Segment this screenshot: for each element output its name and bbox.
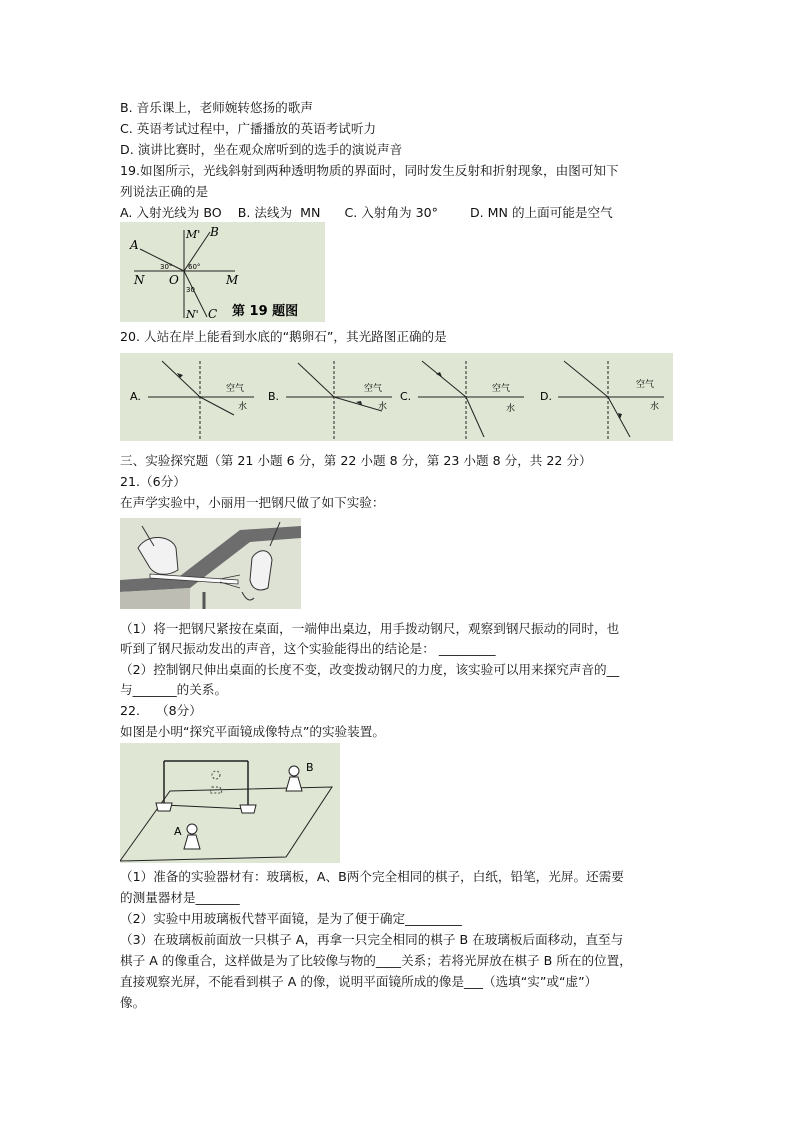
panel-c-water: 水 [506, 404, 516, 414]
q20-figure [120, 353, 673, 441]
label-piece-a: A [174, 825, 182, 838]
q21-intro: 在声学实验中，小丽用一把钢尺做了如下实验： [120, 495, 385, 510]
panel-d-air: 空气 [636, 380, 655, 390]
ruler-experiment-illustration [120, 518, 301, 609]
q20-diagrams [120, 353, 673, 441]
panel-b-ray-water [334, 397, 382, 411]
panel-c-ray-air [422, 361, 466, 397]
panel-d-water: 水 [650, 402, 660, 412]
q20-panel-c [400, 361, 524, 439]
piece-b-head [289, 766, 299, 776]
q20-panel-d [540, 361, 664, 439]
q22-part3-line3: 直接观察光屏，不能看到棋子 A 的像，说明平面镜所成的像是___（选填“实”或“虚”） [120, 974, 598, 989]
panel-d-ray-air [564, 361, 608, 397]
piece-a-body [184, 835, 200, 849]
angle-30-label: 30° [160, 263, 173, 271]
right-hand [250, 551, 272, 590]
q20-stem: 20. 人站在岸上能看到水底的“鹅卵石”，其光路图正确的是 [120, 329, 447, 344]
q19-diagram [120, 222, 325, 322]
panel-a-ray-air [162, 361, 200, 397]
piece-b-body [286, 777, 302, 791]
q19-options: A. 入射光线为 BO B. 法线为 MN C. 入射角为 30° D. MN 的上面可能是空气 [120, 205, 613, 220]
q20-panel-b [268, 361, 392, 439]
option-c-prev: C. 英语考试过程中，广播播放的英语考试听力 [120, 121, 377, 136]
panel-b-letter: B. [268, 390, 280, 403]
label-o: O [169, 273, 179, 287]
option-d-prev: D. 演讲比赛时，坐在观众席听到的选手的演说声音 [120, 142, 403, 157]
q21-part2-line2: 与_______的关系。 [120, 682, 228, 697]
q21-figure [120, 518, 301, 609]
ruler-vibration-1 [220, 575, 240, 579]
q22-head: 22. （8分） [120, 703, 202, 718]
label-n-prime: N' [186, 308, 199, 321]
q19-figure [120, 222, 325, 322]
label-c: C [208, 307, 218, 321]
q20-panel-a [130, 361, 254, 439]
left-hand [138, 537, 178, 574]
label-m: M [226, 273, 239, 287]
panel-d-letter: D. [540, 390, 552, 403]
panel-c-air: 空气 [492, 384, 511, 394]
panel-b-air: 空气 [364, 384, 383, 394]
q21-part2-line1: （2）控制钢尺伸出桌面的长度不变，改变拨动钢尺的力度，该实验可以用来探究声音的__ [120, 662, 620, 677]
figure-caption: 第 19 题图 [232, 304, 299, 319]
q22-intro: 如图是小明“探究平面镜成像特点”的实验装置。 [120, 724, 385, 739]
panel-b-water: 水 [378, 402, 388, 412]
q21-part1-line2: 听到了钢尺振动发出的声音，这个实验能得出的结论是： _________ [120, 641, 496, 656]
panel-a-air: 空气 [226, 384, 245, 394]
piece-a-head [187, 824, 197, 834]
plane-mirror-setup [120, 743, 340, 863]
angle-60-label: 60° [188, 263, 201, 271]
q22-part2: （2）实验中用玻璃板代替平面镜，是为了便于确定_________ [120, 911, 462, 926]
q22-figure [120, 743, 340, 863]
q21-head: 21.（6分） [120, 474, 186, 489]
panel-c-ray-water [466, 397, 484, 437]
right-stand [240, 805, 256, 813]
q22-part3-line4: 像。 [120, 995, 146, 1010]
option-b-prev: B. 音乐课上，老师婉转悠扬的歌声 [120, 100, 313, 115]
section3-heading: 三、实验探究题（第 21 小题 6 分，第 22 小题 8 分，第 23 小题 8 分，共 22 分） [120, 453, 592, 468]
left-stand [156, 803, 172, 811]
virtual-image-head [212, 771, 220, 779]
panel-a-letter: A. [130, 390, 141, 403]
label-n: N [134, 273, 145, 287]
label-piece-b: B [306, 761, 314, 774]
q19-stem-line1: 19.如图所示，光线斜射到两种透明物质的界面时，同时发生反射和折射现象，由图可知下 [120, 163, 619, 178]
panel-a-ray-water [200, 397, 234, 415]
finger-line [242, 592, 254, 600]
q22-part1-line2: 的测量器材是_______ [120, 890, 240, 905]
q22-part1-line1: （1）准备的实验器材有：玻璃板，A、B两个完全相同的棋子，白纸，铅笔，光屏。还需要 [120, 869, 624, 884]
label-m-prime: M' [186, 228, 201, 241]
panel-b-ray-air [298, 363, 334, 397]
panel-c-letter: C. [400, 390, 412, 403]
angle-30-lower-label: 30 [186, 286, 195, 294]
q21-part1-line1: （1）将一把钢尺紧按在桌面，一端伸出桌边，用手拨动钢尺，观察到钢尺振动的同时，也 [120, 621, 620, 636]
q19-stem-line2: 列说法正确的是 [120, 184, 209, 199]
white-paper [120, 787, 332, 861]
label-a: A [130, 238, 139, 252]
glass-bottom-edge [164, 805, 248, 809]
label-b: B [210, 225, 219, 239]
panel-a-water: 水 [238, 402, 248, 412]
q22-part3-line1: （3）在玻璃板前面放一只棋子 A，再拿一只完全相同的棋子 B 在玻璃板后面移动，直至与 [120, 932, 624, 947]
panel-d-ray-water [608, 397, 630, 437]
q22-part3-line2: 棋子 A 的像重合，这样做是为了比较像与物的____关系；若将光屏放在棋子 B 所在的位置， [120, 953, 632, 968]
